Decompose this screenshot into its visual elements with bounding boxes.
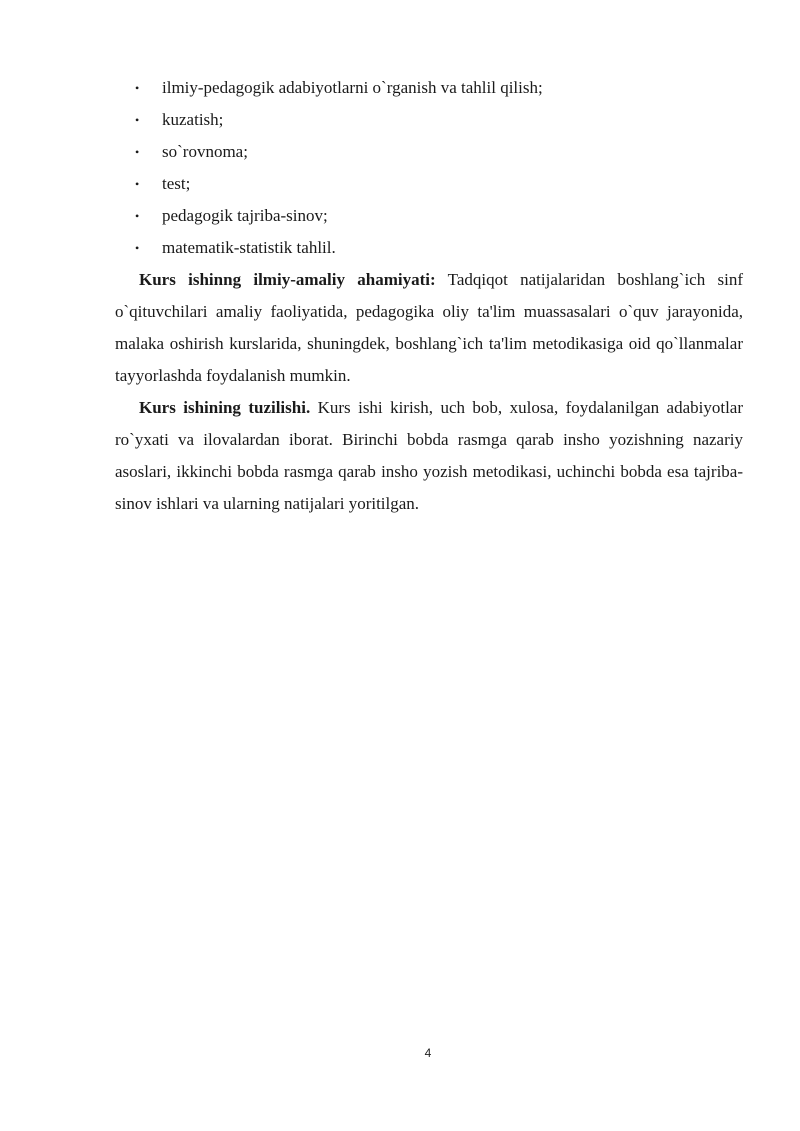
list-item-text: test; — [162, 174, 191, 193]
structure-text: Kurs ishi kirish, uch bob, xulosa, foydalanilgan adabiyotlar ro`yxati va ilovalardan iborat. Birinchi bobda rasmga qarab insho yozishning nazariy asoslari, ikkinchi bobda rasmga qarab insho yozish metodikasi, uchinchi bobda esa tajriba-sinov ishlari va ularning natijalari yoritilgan. — [115, 398, 743, 513]
structure-paragraph — [115, 392, 743, 520]
list-item — [115, 200, 743, 232]
bullet-icon: • — [135, 177, 140, 191]
list-item-text: matematik-statistik tahlil. — [162, 238, 336, 257]
list-item — [115, 72, 743, 104]
document-page — [115, 72, 743, 520]
list-item — [115, 168, 743, 200]
list-item-text: so`rovnoma; — [162, 142, 248, 161]
bullet-icon: • — [135, 145, 140, 159]
list-item — [115, 136, 743, 168]
list-item — [115, 104, 743, 136]
bullet-icon: • — [135, 209, 140, 223]
significance-text: Tadqiqot natijalaridan boshlang`ich sinf o`qituvchilari amaliy faoliyatida, pedagogika oliy ta'lim muassasalari o`quv jarayonida, malaka oshirish kurslarida, shuningdek, boshlang`ich ta'lim metodikasiga oid qo`llanmalar tayyorlashda foydalanish mumkin. — [115, 270, 744, 385]
list-item — [115, 232, 743, 264]
bullet-icon: • — [135, 113, 140, 127]
list-item-text: ilmiy-pedagogik adabiyotlarni o`rganish va tahlil qilish; — [162, 78, 543, 97]
list-item-text: kuzatish; — [162, 110, 224, 129]
structure-heading: Kurs ishining tuzilishi. — [139, 398, 311, 417]
significance-heading: Kurs ishinng ilmiy-amaliy ahamiyati: — [139, 270, 436, 289]
bullet-icon: • — [135, 81, 140, 95]
bullet-icon: • — [135, 241, 140, 255]
list-item-text: pedagogik tajriba-sinov; — [162, 206, 328, 225]
significance-paragraph — [115, 264, 743, 392]
page-number: 4 — [424, 1046, 432, 1060]
methods-list — [115, 72, 743, 264]
